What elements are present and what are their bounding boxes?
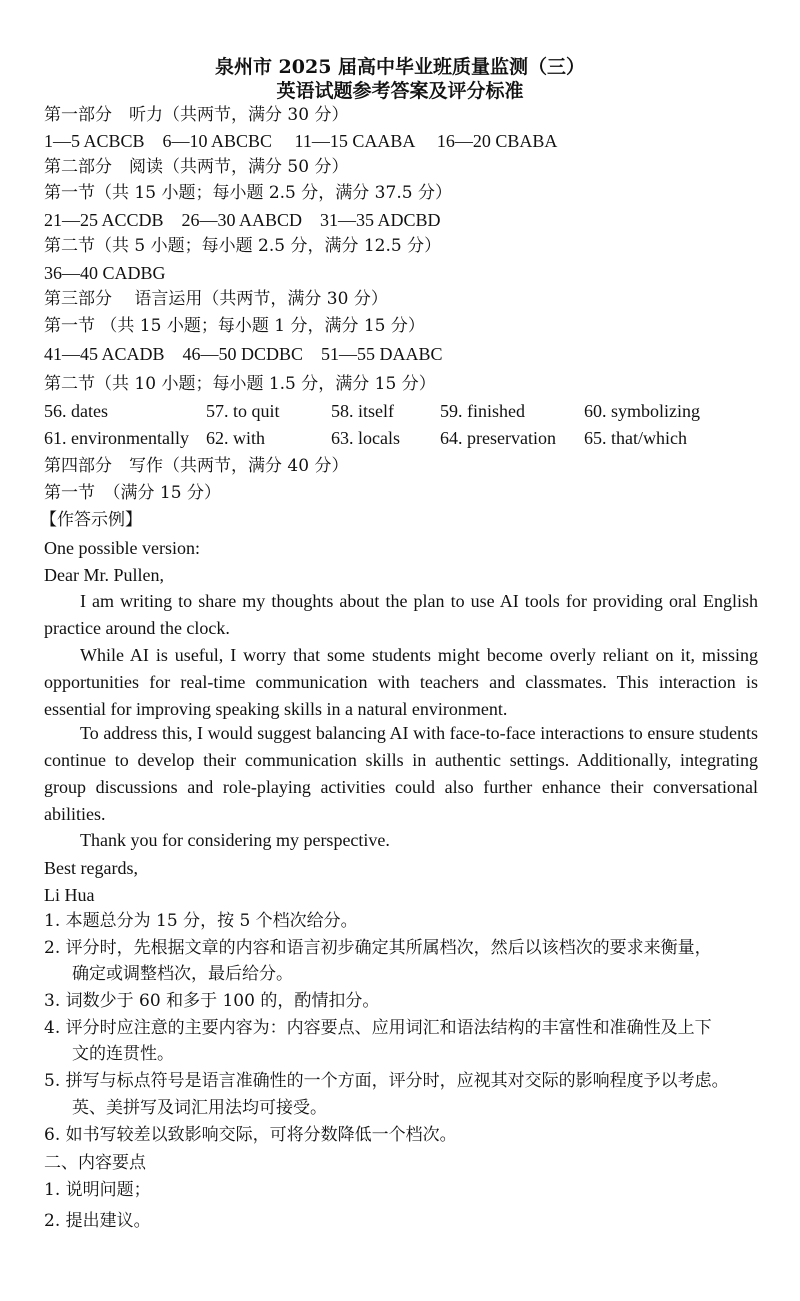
essay-signature: Li Hua	[44, 885, 95, 905]
essay-paragraph: While AI is useful, I worry that some students might become overly reliant on it, missing opportunities for real-time communication with teachers and classmates. This interaction is essential for improving speaking skills in a natural environment.	[44, 645, 758, 719]
scoring-rule: 3. 词数少于 60 和多于 100 的，酌情扣分。	[44, 991, 380, 1011]
grammar-answer: 57. to quit	[206, 401, 280, 421]
writing-section1-heading: 第一节 （满分 15 分）	[44, 483, 221, 503]
scoring-rule-continued: 英、美拼写及词汇用法均可接受。	[72, 1098, 327, 1118]
grammar-answer: 64. preservation	[440, 428, 556, 448]
scoring-rule: 2. 评分时，先根据文章的内容和语言初步确定其所属档次，然后以该档次的要求来衡量，	[44, 938, 712, 958]
essay-paragraph: I am writing to share my thoughts about the plan to use AI tools for providing oral English practice around the clock.	[44, 591, 758, 638]
grammar-answer: 61. environmentally	[44, 428, 189, 448]
reading-section1-answers: 21—25 ACCDB 26—30 AABCD 31—35 ADCBD	[44, 210, 441, 230]
listening-heading: 第一部分 听力（共两节，满分 30 分）	[44, 105, 349, 125]
grammar-answer: 56. dates	[44, 401, 108, 421]
listening-answers: 1—5 ACBCB 6—10 ABCBC 11—15 CAABA 16—20 CBABA	[44, 131, 558, 151]
reading-heading: 第二部分 阅读（共两节，满分 50 分）	[44, 157, 349, 177]
reading-section2-answers: 36—40 CADBG	[44, 263, 166, 283]
language-use-section2-heading: 第二节（共 10 小题；每小题 1.5 分，满分 15 分）	[44, 374, 436, 394]
essay-closing: Best regards,	[44, 858, 138, 878]
essay-paragraph: Thank you for considering my perspective.	[80, 830, 390, 850]
page-title: 泉州市 2025 届高中毕业班质量监测（三）	[214, 56, 586, 78]
page-subtitle: 英语试题参考答案及评分标准	[276, 80, 524, 102]
sample-label: 【作答示例】	[40, 510, 142, 530]
scoring-rule: 6. 如书写较差以致影响交际，可将分数降低一个档次。	[44, 1125, 457, 1145]
reading-section1-heading: 第一节（共 15 小题；每小题 2.5 分，满分 37.5 分）	[44, 183, 452, 203]
grammar-answer: 59. finished	[440, 401, 525, 421]
content-points-heading: 二、内容要点	[44, 1153, 146, 1173]
scoring-rule-continued: 文的连贯性。	[72, 1044, 174, 1064]
language-use-heading: 第三部分 语言运用（共两节，满分 30 分）	[44, 289, 388, 309]
grammar-answer: 60. symbolizing	[584, 401, 700, 421]
essay-intro: One possible version:	[44, 538, 200, 558]
writing-heading: 第四部分 写作（共两节，满分 40 分）	[44, 456, 349, 476]
scoring-rule: 5. 拼写与标点符号是语言准确性的一个方面，评分时，应视其对交际的影响程度予以考虑。	[44, 1071, 729, 1091]
grammar-answer: 65. that/which	[584, 428, 687, 448]
essay-salutation: Dear Mr. Pullen,	[44, 565, 164, 585]
essay-paragraph: To address this, I would suggest balancing AI with face-to-face interactions to ensure students continue to develop their communication skills in authentic settings. Additionally, integrating group discussions and role-playing activities could also further enhance their conversational abilities.	[44, 723, 758, 824]
grammar-answer: 62. with	[206, 428, 266, 448]
scoring-rule-continued: 确定或调整档次，最后给分。	[72, 964, 293, 984]
reading-section2-heading: 第二节（共 5 小题；每小题 2.5 分，满分 12.5 分）	[44, 236, 442, 256]
grammar-answer: 63. locals	[331, 428, 400, 448]
language-use-section1-answers: 41—45 ACADB 46—50 DCDBC 51—55 DAABC	[44, 344, 443, 364]
scoring-rule: 4. 评分时应注意的主要内容为：内容要点、应用词汇和语法结构的丰富性和准确性及上下	[44, 1018, 712, 1038]
grammar-answer: 58. itself	[331, 401, 394, 421]
content-point: 1. 说明问题；	[44, 1180, 151, 1200]
content-point: 2. 提出建议。	[44, 1211, 151, 1231]
language-use-section1-heading: 第一节 （共 15 小题；每小题 1 分，满分 15 分）	[44, 316, 425, 336]
scoring-rule: 1. 本题总分为 15 分，按 5 个档次给分。	[44, 911, 358, 931]
